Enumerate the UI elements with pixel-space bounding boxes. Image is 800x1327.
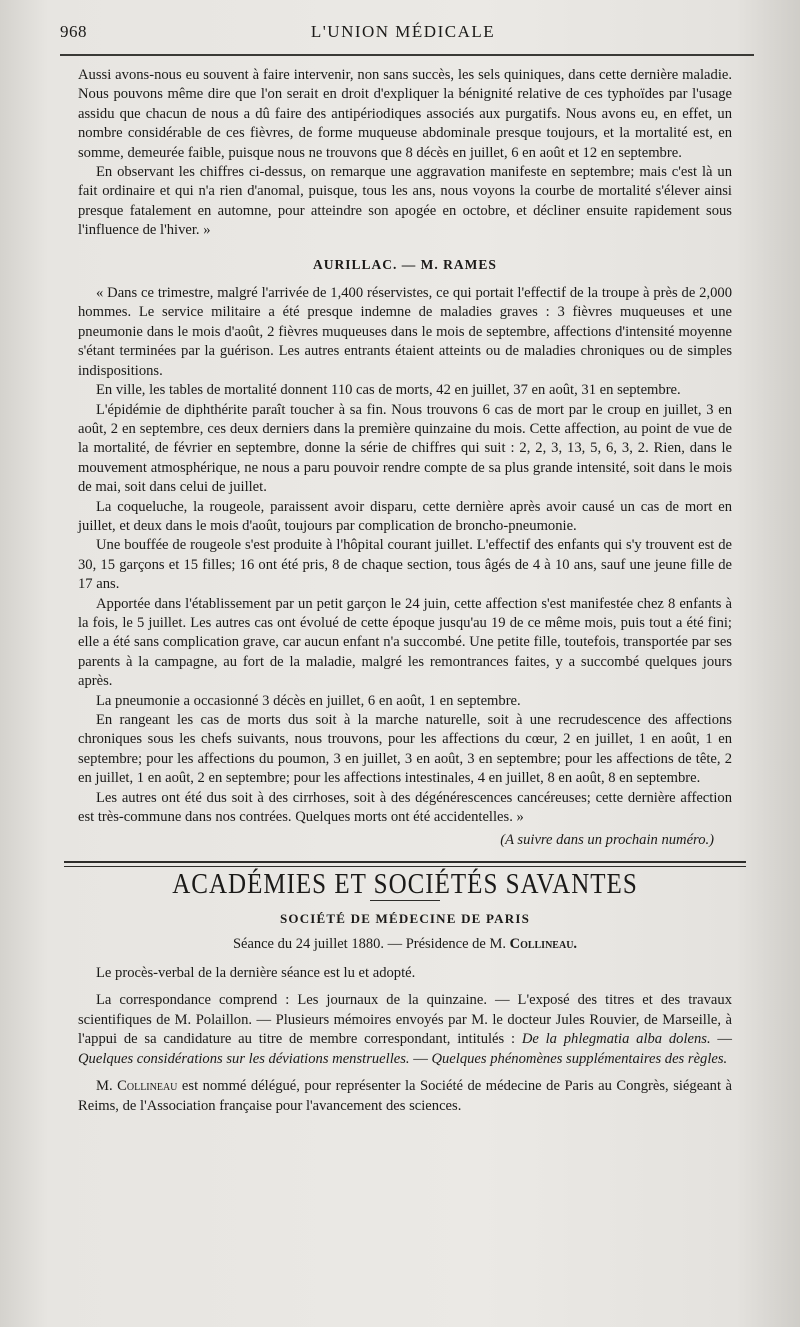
delegate-paragraph (78, 1077, 732, 1116)
article-body (78, 66, 732, 1116)
section-divider (64, 861, 746, 867)
paragraph: En rangeant les cas de morts dus soit à la marche naturelle, soit à une recrudescence des affections chroniques sous les chefs suivants, nous trouvons, pour les affections du cœur, 2 en juillet, 1 en août, 1 en septembre; pour les affections du poumon, 3 en juillet, 3 en août, 3 en septembre; pour les affections de tête, 2 en juillet, 1 en août, 2 en septembre; pour les affections intestinales, 4 en juillet, 8 en août, 8 en septembre. (78, 712, 732, 787)
header-rule (60, 54, 754, 56)
separator: — (710, 1031, 733, 1048)
paragraph: « Dans ce trimestre, malgré l'arrivée de 1,400 réservistes, ce qui portait l'effectif de la troupe à près de 2,000 hommes. Le service militaire a été presque indemne de maladies graves : 3 fièvres muqueuses et une pneumonie dans le mois d'août, 2 fièvres muqueuses dans le mois de septembre, affections d'intensité moyenne s'étant terminées par la guérison. Les autres entrants étaient atteints ou de maladies chroniques ou de simples indispositions. (78, 285, 732, 379)
minutes-paragraph: Le procès-verbal de la dernière séance est lu et adopté. (96, 965, 416, 982)
running-header (60, 22, 746, 44)
page-number: 968 (60, 22, 87, 41)
seance-line (78, 935, 732, 954)
paragraph: En observant les chiffres ci-dessus, on remarque une aggravation manifeste en septembre; mais c'est là un fait ordinaire et qui n'a rien d'anomal, puisque, tous les ans, nous voyons la courbe de mortalité s'élever ainsi presque fatalement en automne, pour atteindre son apogée en octobre, et décliner ensuite rapidement sous l'influence de l'hiver. » (78, 164, 732, 239)
correspondance-paragraph (78, 991, 732, 1069)
memoir-title-3: Quelques phénomènes supplémentaires des règles. (431, 1050, 728, 1067)
paragraph: Une bouffée de rougeole s'est produite à l'hôpital courant juillet. L'effectif des enfants qui s'y trouvent est de 30, 15 garçons et 15 filles; 16 ont été pris, 8 de chaque section, tous âgés de 4 à 10 ans, sauf une jeune fille de 17 ans. (78, 537, 732, 593)
separator: — (409, 1050, 432, 1067)
paragraph: Apportée dans l'établissement par un petit garçon le 24 juin, cette affection s'est manifestée chez 8 enfants à la fois, le 5 juillet. Les autres cas ont évolué de cette époque jusqu'au 19 de ce même mois, puis tout a été fini; elle a été sans complication grave, car aucun enfant n'a succombé. Une petite fille, toutefois, transportée par ses parents à la campagne, au fort de la maladie, malgré les remontrances faites, y a succombé quelques jours après. (78, 595, 732, 690)
paragraph: La pneumonie a occasionné 3 décès en juillet, 6 en août, 1 en septembre. (96, 692, 521, 709)
memoir-title-1: De la phlegmatia alba dolens. (521, 1031, 711, 1048)
paragraph: En ville, les tables de mortalité donnent 110 cas de morts, 42 en juillet, 37 en août, 31 en septembre. (96, 382, 681, 399)
society-heading: SOCIÉTÉ DE MÉDECINE DE PARIS (279, 911, 531, 927)
paragraph: Les autres ont été dus soit à des cirrhoses, soit à des dégénérescences cancéreuses; cette dernière affection est très-commune dans nos contrées. Quelques morts ont été accidentelles. » (78, 789, 732, 826)
seance-president: Collineau. (509, 935, 578, 952)
delegate-name: M. Collineau (96, 1078, 178, 1095)
short-divider (370, 900, 440, 901)
memoir-title-2: Quelques considérations sur les déviations menstruelles. (78, 1050, 410, 1067)
paragraph: L'épidémie de diphthérite paraît toucher à sa fin. Nous trouvons 6 cas de mort par le croup en juillet, 3 en août, 2 en septembre, ces deux derniers dans la première quinzaine du mois. Cette affection, au point de vue de la mortalité, de février en septembre, donne la série de chiffres qui suit : 2, 2, 3, 13, 5, 6, 3, 2. Rien, dans le mouvement atmosphérique, ne nous a paru pouvoir rendre compte de sa plus grande intensité, soit dans le mois de mai, soit dans celui de juillet. (78, 401, 732, 496)
paragraph: La coqueluche, la rougeole, paraissent avoir disparu, cette dernière après avoir causé un cas de mort en juillet, et deux dans le mois d'août, toujours par complication de broncho-pneumonie. (78, 498, 732, 534)
correspondance-intro: La correspondance comprend : Les journaux de la quinzaine. — L'exposé des titres et des travaux scientifiques de M. Polaillon. — Plusieurs mémoires envoyés par M. le docteur Jules Rouvier, de Marseille, à l'appui de sa candidature au titre de membre correspondant, intitulés : (78, 992, 732, 1048)
academies-heading: ACADÉMIES ET SOCIÉTÉS SAVANTES (172, 868, 638, 900)
to-be-continued-note: (A suivre dans un prochain numéro.) (500, 832, 714, 849)
paragraph: Aussi avons-nous eu souvent à faire intervenir, non sans succès, les sels quiniques, dans cette dernière maladie. Nous pouvons même dire que l'on serait en droit d'expliquer la bénignité relative de ces typhoïdes par l'usage assidu que chacun de nous a dû faire des antipériodiques associés aux purgatifs. Nous avons eu, en effet, un nombre considérable de ces fièvres, de forme muqueuse abdominale presque toujours, et la mortalité est, en somme, demeurée faible, puisque nous ne trouvons que 8 décès en juillet, 6 en août et 12 en septembre. (78, 67, 732, 161)
journal-title: L'UNION MÉDICALE (310, 22, 496, 41)
section-heading-aurillac: AURILLAC. — M. RAMES (313, 256, 497, 272)
delegate-text: est nommé délégué, pour représenter la Société de médecine de Paris au Congrès, siégeant à Reims, de l'Association française pour l'avancement des sciences. (78, 1078, 732, 1114)
seance-text: Séance du 24 juillet 1880. — Présidence de M. (232, 935, 506, 952)
